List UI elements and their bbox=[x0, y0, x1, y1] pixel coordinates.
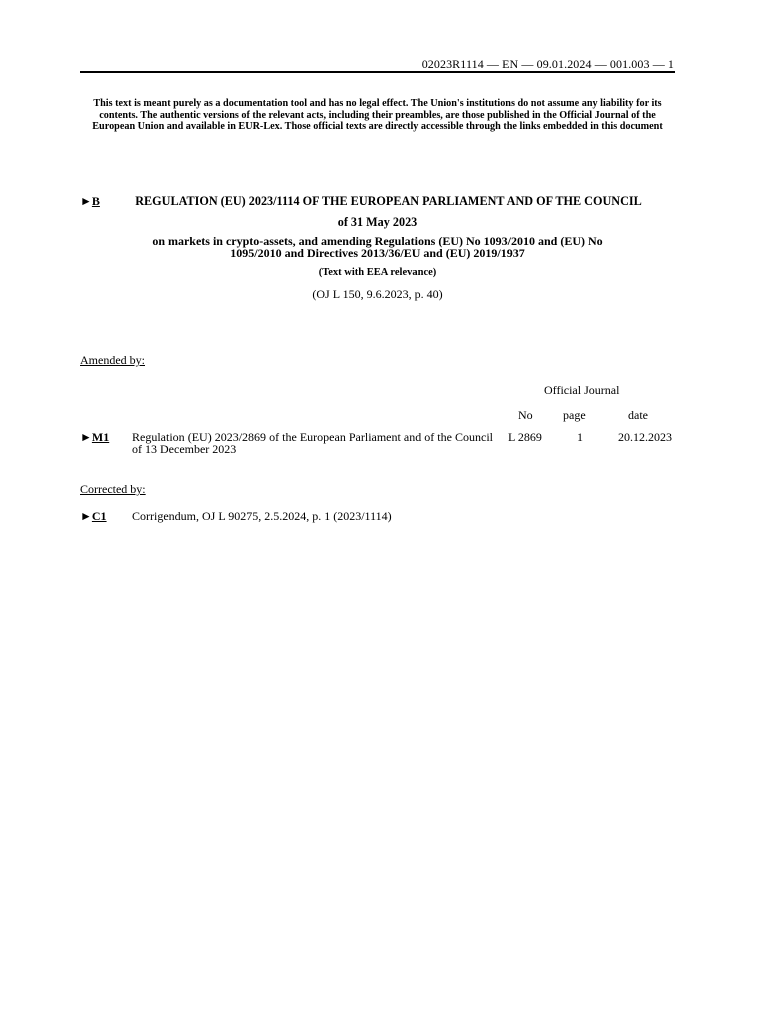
column-no: No bbox=[518, 408, 533, 422]
official-journal-header: Official Journal bbox=[544, 383, 620, 397]
amendment-row bbox=[80, 431, 675, 457]
regulation-subject: on markets in crypto-assets, and amending Regulations (EU) No 1093/2010 and (EU) No 1095/2010 and Directives 2013/36/EU and (EU) 2019/1937 bbox=[152, 234, 603, 260]
marker-c1[interactable] bbox=[80, 510, 107, 522]
amendment-date: 20.12.2023 bbox=[618, 430, 672, 444]
eea-relevance: (Text with EEA relevance) bbox=[318, 267, 437, 278]
marker-code: C1 bbox=[91, 509, 107, 523]
marker-m1[interactable] bbox=[80, 431, 109, 443]
marker-code: M1 bbox=[91, 430, 110, 444]
arrow-icon: ► bbox=[80, 509, 92, 523]
amended-by-label: Amended by: bbox=[80, 353, 145, 367]
column-date: date bbox=[628, 408, 648, 422]
arrow-icon: ► bbox=[80, 430, 92, 444]
marker-code: B bbox=[91, 194, 100, 208]
document-reference: 02023R1114 — EN — 09.01.2024 — 001.003 — 1 bbox=[421, 57, 674, 71]
amendment-oj-number: L 2869 bbox=[508, 430, 542, 444]
column-page: page bbox=[563, 408, 586, 422]
marker-b[interactable] bbox=[80, 193, 100, 209]
amendment-description: Regulation (EU) 2023/2869 of the European Parliament and of the Council of 13 December 2023 bbox=[132, 430, 493, 456]
arrow-icon: ► bbox=[80, 194, 92, 208]
regulation-date: of 31 May 2023 bbox=[337, 215, 418, 229]
correction-row bbox=[80, 510, 675, 524]
regulation-title: REGULATION (EU) 2023/1114 OF THE EUROPEAN PARLIAMENT AND OF THE COUNCIL bbox=[135, 194, 642, 208]
title-heading-line bbox=[80, 193, 675, 209]
oj-reference: (OJ L 150, 9.6.2023, p. 40) bbox=[312, 287, 443, 301]
title-block bbox=[80, 193, 675, 280]
header-rule bbox=[80, 71, 675, 73]
correction-description: Corrigendum, OJ L 90275, 2.5.2024, p. 1 (2023/1114) bbox=[132, 509, 392, 523]
corrected-by-label: Corrected by: bbox=[80, 482, 146, 496]
disclaimer-text: This text is meant purely as a documentation tool and has no legal effect. The Union's institutions do not assume any liability for its contents. The authentic versions of the relevant acts, including their preambles, are those published in the Official Journal of the European Union and available in EUR-Lex. Those official texts are directly accessible through the links embedded in this document bbox=[92, 98, 663, 133]
amendment-page: 1 bbox=[577, 430, 583, 444]
